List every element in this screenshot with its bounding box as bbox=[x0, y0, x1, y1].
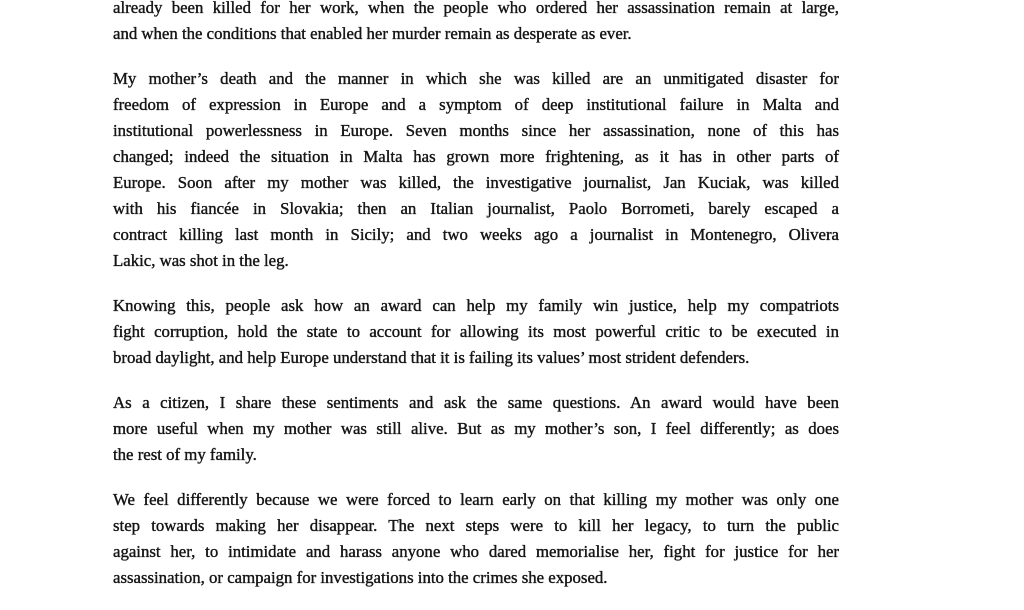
text-line: and when the conditions that enabled her murder remain as desperate as ever. bbox=[113, 24, 632, 43]
text-line: Lakic, was shot in the leg. bbox=[113, 251, 289, 270]
document-text-block bbox=[113, 0, 839, 610]
text-line: with his fiancée in Slovakia; then an Italian journalist, Paolo Borrometi, barely escaped a bbox=[113, 199, 839, 218]
text-line: against her, to intimidate and harass anyone who dared memorialise her, fight for justice for her bbox=[113, 542, 839, 561]
text-line: more useful when my mother was still alive. But as my mother’s son, I feel differently; as does bbox=[113, 419, 839, 438]
paragraph bbox=[113, 487, 839, 591]
text-line: fight corruption, hold the state to account for allowing its most powerful critic to be executed in bbox=[113, 322, 839, 341]
text-line: step towards making her disappear. The next steps were to kill her legacy, to turn the public bbox=[113, 516, 839, 535]
text-line: changed; indeed the situation in Malta has grown more frightening, as it has in other parts of bbox=[113, 147, 839, 166]
text-line: assassination, or campaign for investigations into the crimes she exposed. bbox=[113, 568, 608, 587]
paragraph bbox=[113, 0, 839, 47]
text-line: institutional powerlessness in Europe. Seven months since her assassination, none of this has bbox=[113, 121, 839, 140]
text-line: the rest of my family. bbox=[113, 445, 257, 464]
text-line: freedom of expression in Europe and a symptom of deep institutional failure in Malta and bbox=[113, 95, 839, 114]
text-line: Knowing this, people ask how an award can help my family win justice, help my compatriots bbox=[113, 296, 839, 315]
text-line: Europe. Soon after my mother was killed, the investigative journalist, Jan Kuciak, was killed bbox=[113, 173, 839, 192]
text-line: My mother’s death and the manner in which she was killed are an unmitigated disaster for bbox=[113, 69, 839, 88]
text-line: already been killed for her work, when the people who ordered her assassination remain at large, bbox=[113, 0, 839, 17]
text-line: broad daylight, and help Europe understand that it is failing its values’ most strident defenders. bbox=[113, 348, 750, 367]
text-line: contract killing last month in Sicily; and two weeks ago a journalist in Montenegro, Olivera bbox=[113, 225, 839, 244]
text-line: As a citizen, I share these sentiments and ask the same questions. An award would have been bbox=[113, 393, 839, 412]
text-line: We feel differently because we were forced to learn early on that killing my mother was only one bbox=[113, 490, 839, 509]
paragraph bbox=[113, 66, 839, 274]
paragraph bbox=[113, 293, 839, 371]
paragraph bbox=[113, 390, 839, 468]
